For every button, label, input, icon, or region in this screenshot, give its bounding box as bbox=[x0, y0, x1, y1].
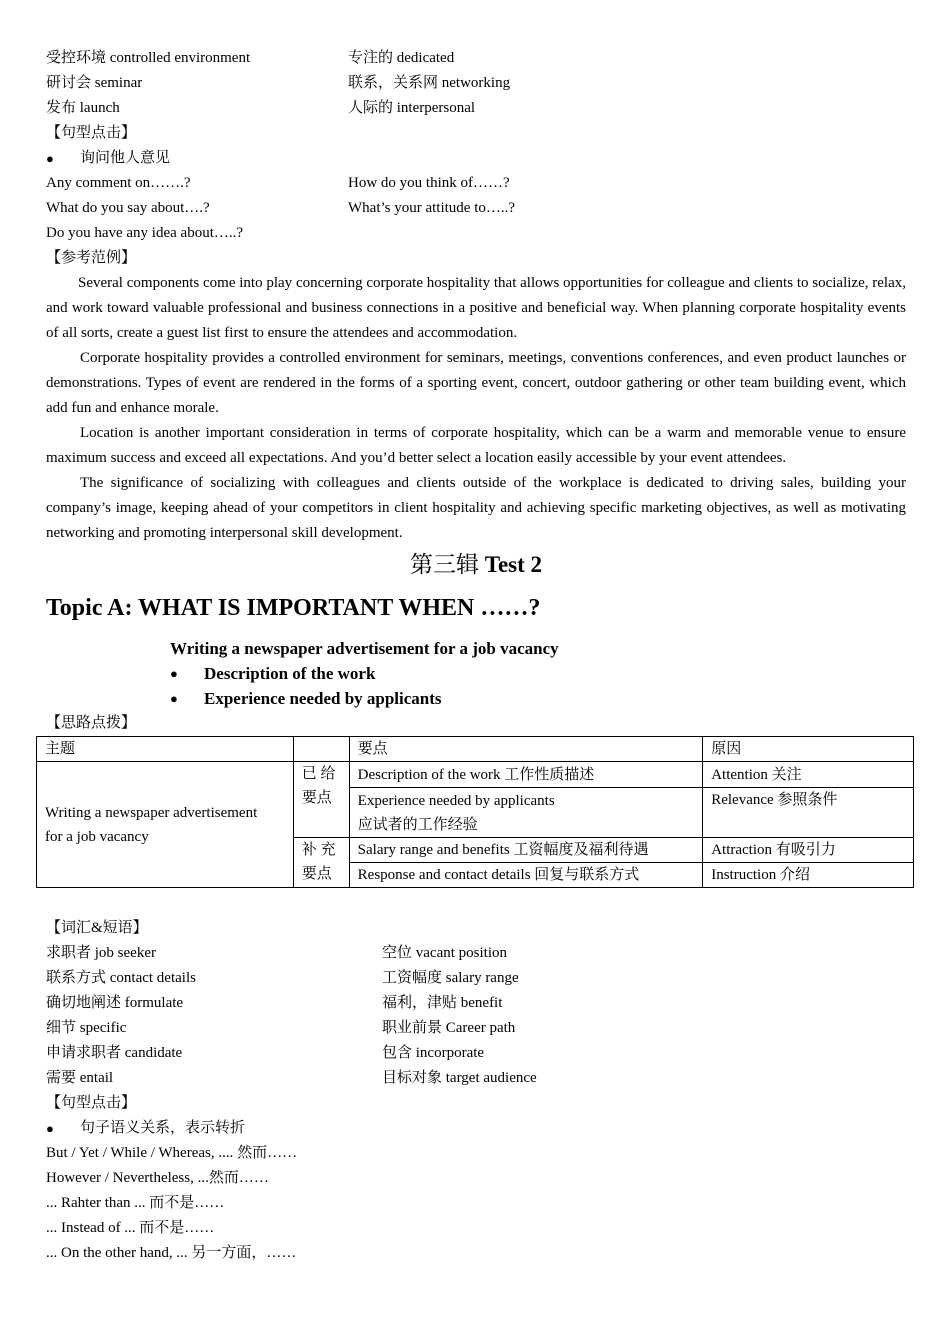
topic-cell bbox=[37, 762, 294, 888]
vocab-right: 包含 incorporate bbox=[382, 1045, 485, 1061]
vocab-left: 申请求职者 candidate bbox=[46, 1045, 183, 1061]
vocab-right: 福利，津贴 benefit bbox=[382, 995, 503, 1011]
vocab-bottom bbox=[46, 941, 906, 1091]
bullet-icon: ● bbox=[170, 666, 178, 681]
example-paragraph: Several components come into play concerning corporate hospitality that allows opportunities for colleague and clients to socialize, relax, and work toward valuable professional and business connections in a positive and beneficial way. When planning corporate hospitality events of all sorts, create a guest list first to ensure the attendees and accommodation. bbox=[46, 275, 906, 341]
vocab-right: 专注的 dedicated bbox=[348, 50, 455, 66]
table-row bbox=[37, 762, 914, 788]
example-paragraph: The significance of socializing with colleagues and clients outside of the workplace is dedicated to driving sales, building your company’s image, keeping ahead of your competitors in client hospitality and achieving specific marketing objectives, as well as motivating networking and promoting interpersonal skill development. bbox=[46, 475, 906, 541]
document-page bbox=[46, 46, 906, 1266]
vocab-right: 目标对象 target audience bbox=[382, 1070, 537, 1086]
phrase-right: How do you think of……? bbox=[348, 175, 510, 191]
section-heading-ideas: 【思路点拨】 bbox=[46, 715, 137, 731]
point-line: 应试者的工作经验 bbox=[357, 816, 478, 833]
phrase-line: Do you have any idea about…..? bbox=[46, 225, 244, 241]
phrase-line: However / Nevertheless, ...然而…… bbox=[46, 1170, 269, 1186]
ideas-table bbox=[36, 736, 914, 888]
task-block bbox=[170, 636, 906, 711]
phrase-line: ... Instead of ... 而不是…… bbox=[46, 1220, 215, 1236]
label-line: 补 充 bbox=[301, 842, 336, 858]
vocab-row bbox=[46, 71, 906, 96]
reason-cell: Relevance 参照条件 bbox=[703, 788, 914, 838]
vocab-row bbox=[46, 991, 906, 1016]
vocab-right: 人际的 interpersonal bbox=[348, 100, 476, 116]
task-point bbox=[170, 686, 906, 711]
topic-line: Writing a newspaper advertisement bbox=[45, 804, 258, 821]
vocab-right: 联系，关系网 networking bbox=[348, 75, 511, 91]
task-title: Writing a newspaper advertisement for a job vacancy bbox=[170, 639, 559, 658]
chapter-title bbox=[46, 548, 906, 582]
vocab-left: 研讨会 seminar bbox=[46, 75, 143, 91]
phrase-line: ... On the other hand, ... 另一方面，…… bbox=[46, 1245, 297, 1261]
label-line: 要点 bbox=[301, 866, 332, 882]
phrase-left: Any comment on…….? bbox=[46, 175, 191, 191]
task-point-text: Experience needed by applicants bbox=[204, 689, 442, 708]
reason-cell: Attraction 有吸引力 bbox=[703, 838, 914, 863]
vocab-left: 受控环境 controlled environment bbox=[46, 50, 251, 66]
section-heading-sentence: 【句型点击】 bbox=[46, 125, 137, 141]
point-cell: Response and contact details 回复与联系方式 bbox=[349, 863, 703, 888]
section-heading-example: 【参考范例】 bbox=[46, 250, 137, 266]
vocab-left: 求职者 job seeker bbox=[46, 945, 156, 961]
header-cell: 原因 bbox=[703, 737, 914, 762]
bullet-text: 询问他人意见 bbox=[80, 150, 171, 166]
vocab-row bbox=[46, 1016, 906, 1041]
example-paragraph: Location is another important consideration in terms of corporate hospitality, which can be a warm and memorable venue to ensure maximum success and exceed all expectations. And you’d better select a location easily accessible by your event attendees. bbox=[46, 425, 906, 466]
bullet-item bbox=[46, 1116, 906, 1141]
point-cell bbox=[349, 788, 703, 838]
task-point bbox=[170, 661, 906, 686]
vocab-top bbox=[46, 46, 906, 121]
topic-title: Topic A: WHAT IS IMPORTANT WHEN ……? bbox=[46, 595, 541, 621]
bullet-icon: ● bbox=[46, 1121, 54, 1136]
label-line: 要点 bbox=[301, 790, 332, 806]
vocab-row bbox=[46, 96, 906, 121]
section-heading-sentence: 【句型点击】 bbox=[46, 1095, 137, 1111]
spacer bbox=[46, 888, 906, 916]
phrase-line: ... Rahter than ... 而不是…… bbox=[46, 1195, 225, 1211]
vocab-right: 职业前景 Career path bbox=[382, 1020, 516, 1036]
label-line: 已 给 bbox=[301, 766, 336, 782]
reason-cell: Instruction 介绍 bbox=[703, 863, 914, 888]
header-cell: 主题 bbox=[37, 737, 294, 762]
supp-label-cell bbox=[293, 838, 349, 888]
phrase-row bbox=[46, 196, 906, 221]
section-heading-vocab: 【词汇&短语】 bbox=[46, 920, 148, 936]
bullet-item bbox=[46, 146, 906, 171]
phrase-right: What’s your attitude to…..? bbox=[348, 200, 516, 216]
point-cell: Description of the work 工作性质描述 bbox=[349, 762, 703, 788]
bullet-icon: ● bbox=[46, 151, 54, 166]
example-paragraph: Corporate hospitality provides a controlled environment for seminars, meetings, conventions conferences, and even product launches or demonstrations. Types of event are rendered in the forms of a sporting event, concert, outdoor gathering or other team building event, which add fun and enhance morale. bbox=[46, 350, 906, 416]
phrase-left: What do you say about….? bbox=[46, 200, 210, 216]
vocab-left: 细节 specific bbox=[46, 1020, 127, 1036]
vocab-row bbox=[46, 966, 906, 991]
given-label-cell bbox=[293, 762, 349, 838]
vocab-left: 需要 entail bbox=[46, 1070, 114, 1086]
chapter-test: Test 2 bbox=[484, 552, 543, 577]
vocab-left: 确切地阐述 formulate bbox=[46, 995, 184, 1011]
bullet-text: 句子语义关系，表示转折 bbox=[80, 1120, 246, 1136]
vocab-left: 发布 launch bbox=[46, 100, 120, 116]
header-cell bbox=[293, 737, 349, 762]
topic-line: for a job vacancy bbox=[45, 828, 149, 845]
point-line: Experience needed by applicants bbox=[357, 792, 555, 809]
task-point-text: Description of the work bbox=[204, 664, 376, 683]
vocab-row bbox=[46, 941, 906, 966]
reason-cell: Attention 关注 bbox=[703, 762, 914, 788]
point-cell: Salary range and benefits 工资幅度及福利待遇 bbox=[349, 838, 703, 863]
phrase-row bbox=[46, 171, 906, 196]
vocab-row bbox=[46, 46, 906, 71]
vocab-right: 空位 vacant position bbox=[382, 945, 507, 961]
vocab-row bbox=[46, 1066, 906, 1091]
table-header-row bbox=[37, 737, 914, 762]
vocab-row bbox=[46, 1041, 906, 1066]
vocab-right: 工资幅度 salary range bbox=[382, 970, 519, 986]
chapter-prefix: 第三辑 bbox=[409, 552, 485, 577]
vocab-left: 联系方式 contact details bbox=[46, 970, 196, 986]
phrase-line: But / Yet / While / Whereas, .... 然而…… bbox=[46, 1145, 298, 1161]
bullet-icon: ● bbox=[170, 691, 178, 706]
header-cell: 要点 bbox=[349, 737, 703, 762]
